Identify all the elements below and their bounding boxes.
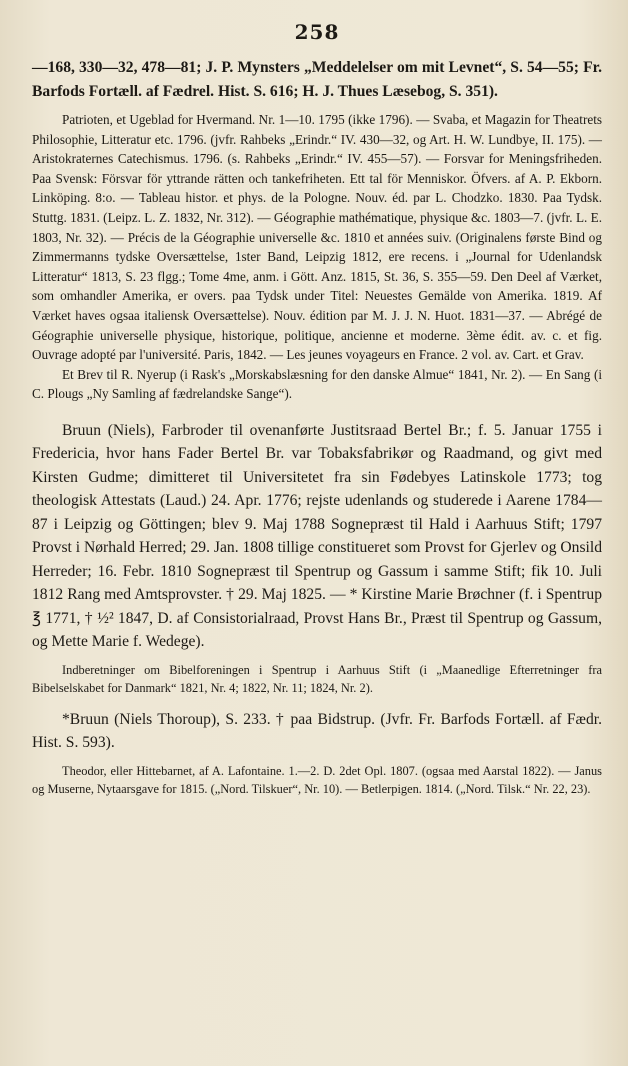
continuation-paragraph: —168, 330—32, 478—81; J. P. Mynsters „Meddelelser om mit Levnet“, S. 54—55; Fr. Barfods Fortæll. af Fædrel. Hist. S. 616; H. J. Thues Læsebog, S. 351). (32, 59, 602, 100)
patrioten-works-paragraph: Patrioten, et Ugeblad for Hvermand. Nr. 1—10. 1795 (ikke 1796). — Svaba, et Magazin for Theatrets Philosophie, Litteratur etc. 1796. (jvfr. Rahbeks „Erindr.“ IV. 430—32, og Art. H. W. Lundbye, II. 175). — Aristokraternes Catechismus. 1796. (s. Rahbeks „Erindr.“ IV. 455—57). — Forsvar for Meningsfriheden. Paa Svensk: Försvar för yttrande rätten och tankefriheten. Ett tal för Menniskor. Öfvers. af A. P. Ekborn. Linköping. 8:o. — Tableau histor. et phys. de la Pologne. Nouv. éd. par L. Chodzko. 1830. Paa Tydsk. Stuttg. 1831. (Leipz. L. Z. 1832, Nr. 312). — Géographie mathématique, physique &c. 1803—7. (jvfr. L. E. 1803, Nr. 32). — Précis de la Géographie universelle &c. 1810 et années suiv. (Originalens første Bind og Zimmermanns tydske Oversættelse, 1ster Band, Leipzig 1812, ere recens. i „Journal for Udenlandsk Litteratur“ 1813, S. 23 flgg.; Tome 4me, anm. i Gött. Anz. 1815, St. 36, S. 355—59. Den Deel af Værket, som omhandler Amerika, er overs. paa Tydsk under Titel: Neuestes Gemälde von Amerika. 1819. Af Værket haves ogsaa italiensk Oversættelse). Nouv. édition par M. J. J. N. Huot. 1831—37. — Abrégé de Géographie universelle physique, historique, politique, ancienne et moderne. 3ème édit. av. c. et fig. Ouvrage adopté par l'université. Paris, 1842. — Les jeunes voyageurs en France. 2 vol. av. Cart. et Grav. (32, 112, 602, 363)
bruun-niels-entry: Bruun (Niels), Farbroder til ovenanførte Justitsraad Bertel Br.; f. 5. Januar 1755 i Fredericia, hvor hans Fader Bertel Br. var Tobaksfabrikør og Raadmand, og givt med Kirsten Gudme; dimitteret til Universitetet fra sin Fødebyes Latinskole 1773; tog theologisk Attestats (Laud.) 24. Apr. 1776; rejste udenlands og studerede i Aarene 1784—87 i Leipzig og Göttingen; blev 9. Maj 1788 Sognepræst til Hald i Aarhuus Stift; 1797 Provst i Nørhald Herred; 29. Jan. 1808 tillige constitueret som Provst for Gjerlev og Onsild Herreder; 16. Febr. 1810 Sognepræst til Spentrup og Gassum i samme Stift; fik 10. Juli 1812 Rang med Amtsprovster. † 29. Maj 1825. — * Kirstine Marie Brøchner (f. i Spentrup ℥ 1771, † ½² 1847, D. af Consistorialraad, Provst Hans Br., Præst til Spentrup og Gassum, og Mette Marie f. Wedege). (32, 421, 602, 651)
bruun-niels-works-paragraph: Indberetninger om Bibelforeningen i Spentrup i Aarhuus Stift (i „Maanedlige Efterretninger fra Bibelselskabet for Danmark“ 1821, Nr. 4; 1822, Nr. 11; 1824, Nr. 2). (32, 662, 602, 696)
bruun-thoroup-works-paragraph: Theodor, eller Hittebarnet, af A. Lafontaine. 1.—2. D. 2det Opl. 1807. (ogsaa med Aarstal 1822). — Janus og Muserne, Nytaarsgave for 1815. („Nord. Tilskuer“, Nr. 10). — Betlerpigen. 1814. („Nord. Tilsk.“ Nr. 22, 23). (32, 763, 602, 797)
page-number: 258 (294, 20, 340, 44)
patrioten-letter-paragraph: Et Brev til R. Nyerup (i Rask's „Morskabslæsning for den danske Almue“ 1841, Nr. 2). — En Sang (i C. Plougs „Ny Samling af fædrelandske Sange“). (32, 366, 602, 402)
bruun-niels-thoroup-entry: *Bruun (Niels Thoroup), S. 233. † paa Bidstrup. (Jvfr. Fr. Barfods Fortæll. af Fædr. Hist. S. 593). (32, 710, 602, 752)
